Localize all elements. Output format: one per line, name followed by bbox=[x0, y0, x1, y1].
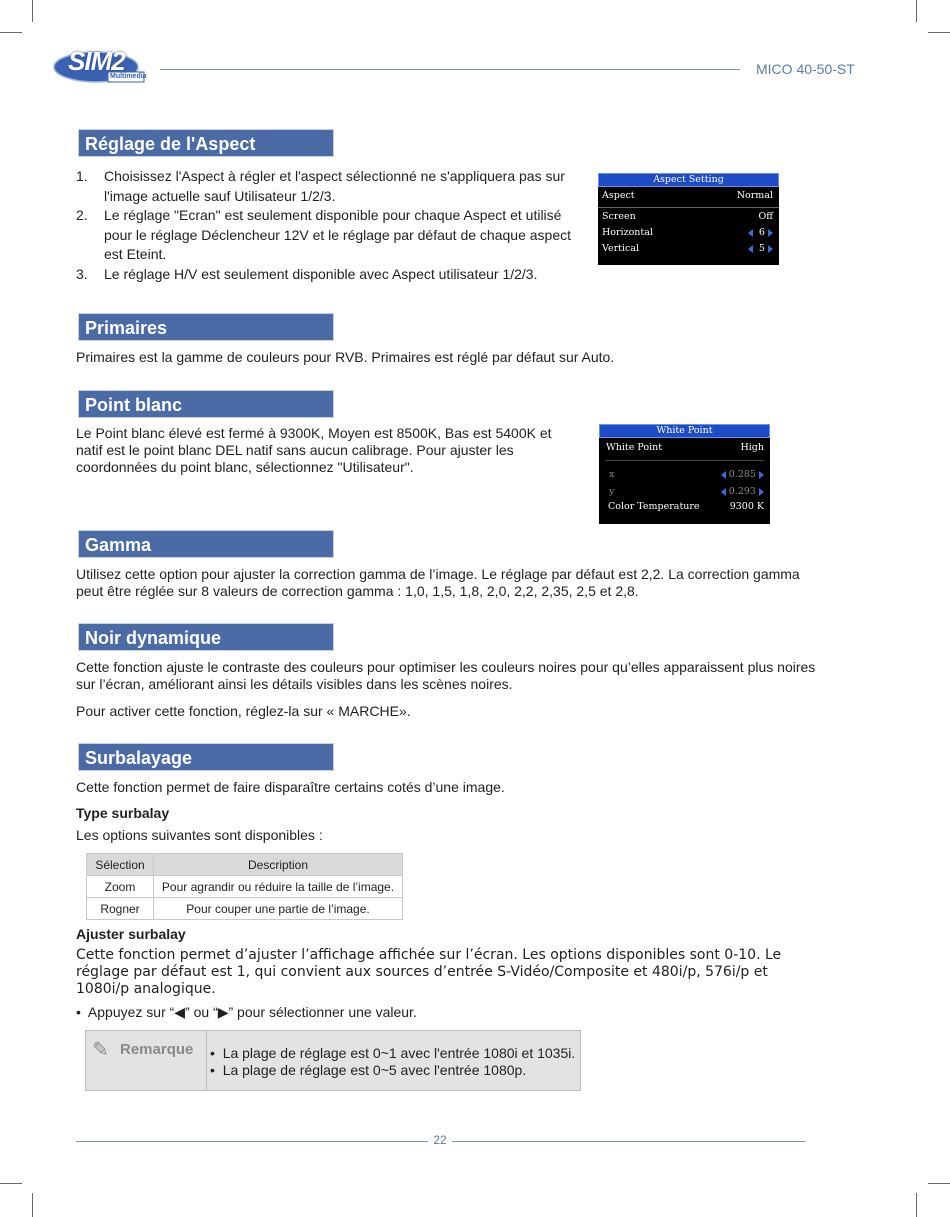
section-title-point-blanc: Point blanc bbox=[78, 390, 334, 418]
osd-row bbox=[606, 441, 764, 455]
footer-rule bbox=[76, 1141, 428, 1142]
osd-row bbox=[602, 226, 773, 240]
list-number: 1. bbox=[76, 168, 88, 184]
section-title-primaires: Primaires bbox=[78, 313, 334, 341]
osd-row bbox=[602, 189, 773, 203]
bullet-icon: • bbox=[210, 1045, 215, 1061]
note-label: Remarque bbox=[120, 1041, 194, 1058]
sim2-logo bbox=[52, 44, 146, 86]
point-blanc-text: Le Point blanc élevé est fermé à 9300K, Moyen est 8500K, Bas est 5400K et natif est le point blanc DEL natif sans aucun calibrage. Pour ajuster les coordonnées du point blanc, sélectionnez "Utilisateur". bbox=[76, 425, 552, 475]
osd-label: x bbox=[609, 469, 615, 480]
note-text: La plage de réglage est 0~1 avec l'entrée 1080i et 1035i. bbox=[222, 1045, 576, 1061]
osd-row bbox=[602, 242, 773, 256]
osd-title: White Point bbox=[599, 424, 770, 438]
osd-row bbox=[609, 485, 764, 499]
ajuster-surbalay-text: Cette fonction permet d’ajuster l’affichage affichée sur l’écran. Les options disponibles sont 0-10. Le réglage par défaut est 1, qui convient aux sources d’entrée S-Vidéo/Composite et 480i/p, 576i/p et 1080i/p analogique. bbox=[76, 947, 782, 997]
note-text: La plage de réglage est 0~5 avec l'entrée 1080p. bbox=[222, 1062, 527, 1078]
crop-mark bbox=[928, 1183, 950, 1184]
crop-mark bbox=[32, 0, 33, 22]
logo-subtext: Multimedia bbox=[110, 73, 147, 80]
crop-mark bbox=[916, 1193, 917, 1217]
osd-stepper[interactable] bbox=[748, 226, 773, 240]
arrow-right-icon bbox=[759, 471, 764, 479]
osd-stepper[interactable] bbox=[721, 485, 764, 499]
table-cell: Pour couper une partie de l’image. bbox=[154, 898, 403, 920]
table-cell: Pour agrandir ou réduire la taille de l’image. bbox=[154, 876, 403, 898]
osd-label: Vertical bbox=[602, 243, 640, 254]
osd-value: 6 bbox=[758, 227, 765, 238]
osd-divider bbox=[598, 207, 779, 208]
list-number: 2. bbox=[76, 207, 88, 223]
table-header: Sélection bbox=[87, 854, 154, 876]
crop-mark bbox=[0, 1183, 22, 1184]
options-table bbox=[86, 853, 403, 920]
arrow-left-icon bbox=[721, 471, 726, 479]
table-row bbox=[87, 876, 403, 898]
page-number: 22 bbox=[433, 1133, 447, 1147]
osd-row bbox=[608, 500, 764, 514]
table-header: Description bbox=[154, 854, 403, 876]
list-text: Le réglage H/V est seulement disponible avec Aspect utilisateur 1/2/3. bbox=[104, 265, 538, 282]
osd-title: Aspect Setting bbox=[598, 173, 779, 187]
noir-text-2: Pour activer cette fonction, réglez-la sur « MARCHE». bbox=[76, 703, 411, 719]
osd-stepper[interactable] bbox=[721, 468, 764, 482]
bullet-icon: • bbox=[76, 1004, 81, 1020]
list-item bbox=[76, 206, 576, 265]
gamma-text: Utilisez cette option pour ajuster la correction gamma de l’image. Le réglage par défaut est 2,2. La correction gamma peut être réglée sur 8 valeurs de correction gamma : 1,0, 1,5, 1,8, 2,0, 2,2, 2,35, 2,5 et 2,8. bbox=[76, 566, 800, 599]
table-cell: Zoom bbox=[87, 876, 154, 898]
osd-stepper[interactable] bbox=[748, 242, 773, 256]
table-header-row bbox=[87, 854, 403, 876]
note-item bbox=[210, 1045, 575, 1062]
section-title-surbalayage: Surbalayage bbox=[78, 743, 334, 771]
type-surbalay-title: Type surbalay bbox=[76, 805, 170, 821]
ajuster-surbalay-title: Ajuster surbalay bbox=[76, 926, 186, 942]
table-row bbox=[87, 898, 403, 920]
crop-mark bbox=[928, 32, 950, 33]
osd-divider bbox=[605, 460, 764, 461]
list-item bbox=[76, 167, 576, 206]
note-list bbox=[210, 1045, 575, 1079]
list-text: Le réglage "Ecran" est seulement disponible pour chaque Aspect et utilisé pour le réglage Déclencheur 12V et le réglage par défaut de chaque aspect est Eteint. bbox=[104, 207, 571, 262]
aspect-setting-osd bbox=[598, 173, 779, 265]
bullet-icon: • bbox=[210, 1062, 215, 1078]
crop-mark bbox=[916, 0, 917, 22]
osd-value: 9300 K bbox=[729, 501, 764, 512]
note-box bbox=[85, 1030, 581, 1091]
note-item bbox=[210, 1062, 575, 1079]
osd-label: Color Temperature bbox=[608, 501, 700, 512]
list-item bbox=[76, 265, 576, 285]
crop-mark bbox=[0, 32, 22, 33]
osd-value: High bbox=[740, 442, 764, 453]
osd-value: Off bbox=[758, 211, 773, 222]
noir-text-1: Cette fonction ajuste le contraste des couleurs pour optimiser les couleurs noires pour qu’elles apparaissent plus noires sur l’écran, améliorant ainsi les détails visibles dans les scènes noires. bbox=[76, 659, 816, 692]
osd-value: Normal bbox=[736, 190, 773, 201]
osd-label: White Point bbox=[606, 442, 663, 453]
table-cell: Rogner bbox=[87, 898, 154, 920]
osd-label: Horizontal bbox=[602, 227, 653, 238]
arrow-right-icon bbox=[768, 245, 773, 253]
surbalayage-text: Cette fonction permet de faire disparaître certains cotés d’une image. bbox=[76, 779, 505, 795]
section-title-gamma: Gamma bbox=[78, 530, 334, 558]
list-text: Choisissez l'Aspect à régler et l'aspect sélectionné ne s'appliquera pas sur l'image actuelle sauf Utilisateur 1/2/3. bbox=[104, 168, 565, 204]
osd-label: y bbox=[609, 486, 615, 497]
osd-value: 5 bbox=[758, 243, 765, 254]
logo-text: SIM2 bbox=[68, 46, 125, 76]
osd-label: Aspect bbox=[602, 190, 635, 201]
section-title-aspect: Réglage de l'Aspect bbox=[78, 129, 334, 157]
osd-row bbox=[609, 468, 764, 482]
osd-row bbox=[602, 210, 773, 224]
bullet-item bbox=[76, 1004, 816, 1021]
osd-value: 0.285 bbox=[728, 469, 756, 480]
bullet-text: Appuyez sur “◀” ou “▶” pour sélectionner une valeur. bbox=[87, 1004, 417, 1020]
note-label-cell bbox=[86, 1031, 207, 1090]
list-number: 3. bbox=[76, 265, 88, 282]
section-title-noir-dynamique: Noir dynamique bbox=[78, 623, 334, 651]
arrow-left-icon bbox=[721, 488, 726, 496]
white-point-osd bbox=[599, 424, 770, 524]
type-surbalay-text: Les options suivantes sont disponibles : bbox=[76, 827, 323, 843]
arrow-right-icon bbox=[759, 488, 764, 496]
arrow-left-icon bbox=[748, 229, 753, 237]
footer-rule bbox=[452, 1141, 805, 1142]
aspect-list bbox=[76, 167, 576, 284]
arrow-right-icon bbox=[768, 229, 773, 237]
arrow-left-icon bbox=[748, 245, 753, 253]
model-name: MICO 40-50-ST bbox=[756, 61, 855, 77]
header-rule bbox=[160, 69, 740, 70]
osd-value: 0.293 bbox=[728, 486, 756, 497]
pencil-icon: ✎ bbox=[92, 1039, 109, 1061]
primaires-text: Primaires est la gamme de couleurs pour RVB. Primaires est réglé par défaut sur Auto. bbox=[76, 349, 615, 365]
crop-mark bbox=[32, 1193, 33, 1217]
osd-label: Screen bbox=[602, 211, 636, 222]
